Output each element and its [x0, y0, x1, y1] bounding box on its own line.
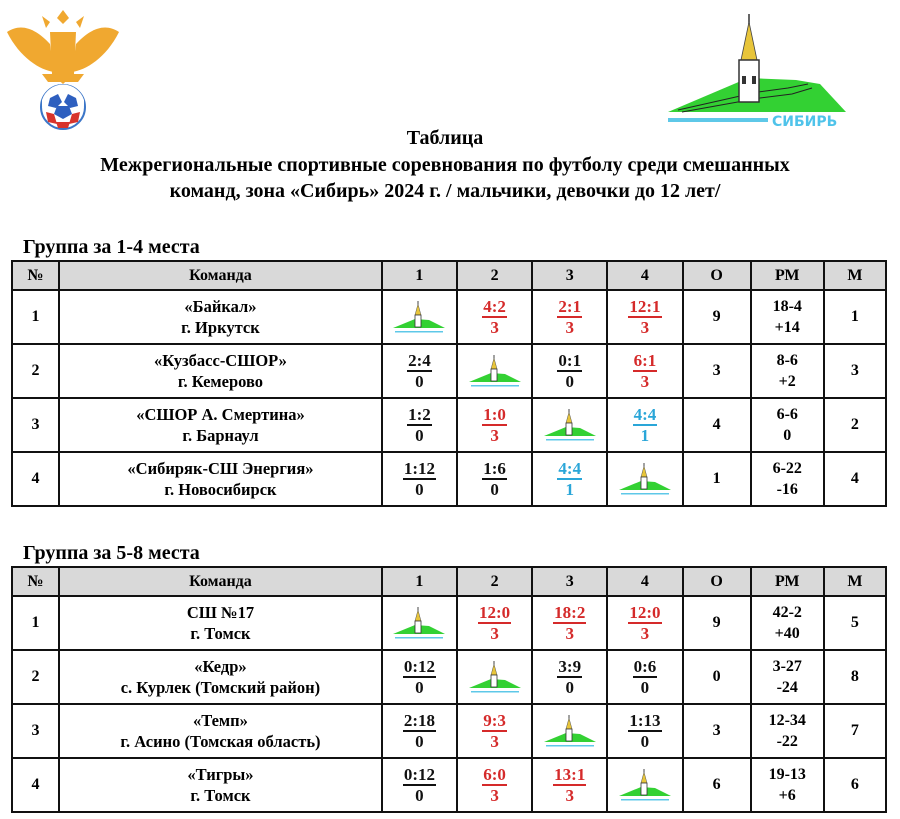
match-result-cell [382, 452, 457, 506]
match-result-cell [532, 452, 607, 506]
team-city: с. Курлек (Томский район) [120, 678, 321, 697]
table-row [12, 596, 886, 650]
match-result-cell [457, 290, 532, 344]
self-match-cell [607, 452, 682, 506]
goal-difference: +2 [778, 373, 796, 390]
total-points: 3 [683, 704, 751, 758]
match-points: 0 [415, 731, 424, 751]
match-result-cell [457, 758, 532, 812]
final-place: 5 [824, 596, 886, 650]
total-points: 9 [683, 596, 751, 650]
goal-difference: 0 [783, 427, 792, 444]
standings-table-group-5-8 [11, 566, 887, 813]
match-goals: 1:13 [629, 710, 661, 730]
self-match-logo-icon [391, 605, 447, 641]
match-goals: 12:1 [629, 296, 661, 316]
team-cell [59, 290, 382, 344]
col-header-team: Команда [59, 567, 382, 596]
col-header-3: 3 [532, 567, 607, 596]
goal-difference: +14 [774, 319, 800, 336]
team-name: «Кедр» [194, 657, 247, 676]
match-result-cell [457, 596, 532, 650]
self-match-cell [532, 398, 607, 452]
col-header-place: М [824, 567, 886, 596]
match-result-cell [607, 704, 682, 758]
final-place: 7 [824, 704, 886, 758]
team-name: «Кузбасс-СШОР» [153, 351, 287, 370]
document-title: Таблица [406, 127, 484, 149]
match-goals: 3:9 [558, 656, 582, 676]
match-score [403, 657, 436, 697]
match-points: 1 [640, 425, 650, 445]
table-row [12, 452, 886, 506]
row-number: 3 [12, 704, 59, 758]
goal-difference: -24 [776, 679, 798, 696]
self-match-cell [532, 704, 607, 758]
col-header-team: Команда [59, 261, 382, 290]
match-points: 3 [490, 425, 499, 445]
match-score [478, 603, 511, 643]
self-match-logo-icon [617, 767, 673, 803]
goals-scored-conceded: 19-13 [768, 766, 806, 783]
col-header-4: 4 [607, 261, 682, 290]
match-goals: 1:12 [403, 458, 435, 478]
group-title-5-8: Группа за 5-8 места [23, 542, 200, 564]
final-place: 6 [824, 758, 886, 812]
row-number: 1 [12, 290, 59, 344]
match-points: 0 [640, 677, 650, 697]
col-header-2: 2 [457, 261, 532, 290]
team-cell [59, 758, 382, 812]
goals-summary-cell [751, 650, 824, 704]
row-number: 3 [12, 398, 59, 452]
team-cell [59, 344, 382, 398]
document-subtitle-line2: команд, зона «Сибирь» 2024 г. / мальчики, девочки до 12 лет/ [169, 180, 721, 202]
team-name: «Тигры» [187, 765, 254, 784]
match-goals: 6:1 [633, 350, 657, 370]
self-match-cell [457, 344, 532, 398]
goals-scored-conceded: 12-34 [768, 712, 806, 729]
match-points: 0 [415, 425, 424, 445]
self-match-cell [457, 650, 532, 704]
match-points: 0 [490, 479, 499, 499]
match-result-cell [457, 704, 532, 758]
table-row [12, 758, 886, 812]
col-header-no: № [12, 261, 59, 290]
total-points: 4 [683, 398, 751, 452]
goal-difference: +6 [778, 787, 796, 804]
match-score [553, 765, 586, 805]
match-goals: 12:0 [629, 602, 661, 622]
match-score [403, 459, 436, 499]
goals-scored-conceded: 18-4 [772, 298, 802, 315]
self-match-logo-icon [542, 713, 598, 749]
group-title-1-4: Группа за 1-4 места [23, 236, 200, 258]
table-row [12, 704, 886, 758]
match-score [403, 765, 436, 805]
match-goals: 18:2 [554, 602, 586, 622]
goals-scored-conceded: 6-22 [772, 460, 802, 477]
goal-difference: -16 [776, 481, 798, 498]
goal-difference: +40 [774, 625, 800, 642]
match-goals: 13:1 [554, 764, 586, 784]
match-goals: 0:6 [633, 656, 657, 676]
match-result-cell [382, 704, 457, 758]
match-points: 3 [640, 371, 650, 391]
match-result-cell [382, 344, 457, 398]
row-number: 2 [12, 344, 59, 398]
col-header-points: О [683, 261, 751, 290]
match-points: 1 [565, 479, 574, 499]
match-score [407, 351, 432, 391]
match-score [628, 297, 661, 337]
match-result-cell [382, 650, 457, 704]
row-number: 2 [12, 650, 59, 704]
match-points: 0 [415, 479, 424, 499]
self-match-logo-icon [467, 659, 523, 695]
team-city: г. Иркутск [181, 318, 260, 337]
match-score [482, 405, 507, 445]
final-place: 3 [824, 344, 886, 398]
team-cell [59, 704, 382, 758]
team-name: «СШОР А. Смертина» [136, 405, 305, 424]
match-score [628, 603, 661, 643]
self-match-cell [382, 596, 457, 650]
team-city: г. Томск [190, 624, 251, 643]
match-result-cell [457, 398, 532, 452]
match-score [557, 459, 582, 499]
match-points: 3 [640, 317, 650, 337]
match-score [482, 297, 507, 337]
match-goals: 1:0 [483, 404, 506, 424]
match-result-cell [532, 290, 607, 344]
table-header-row [12, 261, 886, 290]
col-header-goals: РМ [751, 567, 824, 596]
col-header-goals: РМ [751, 261, 824, 290]
match-goals: 1:6 [483, 458, 506, 478]
match-score [633, 657, 658, 697]
match-goals: 0:12 [403, 656, 435, 676]
goals-summary-cell [751, 398, 824, 452]
team-cell [59, 596, 382, 650]
team-name: «Темп» [192, 711, 248, 730]
goals-summary-cell [751, 596, 824, 650]
col-header-2: 2 [457, 567, 532, 596]
col-header-1: 1 [382, 261, 457, 290]
col-header-3: 3 [532, 261, 607, 290]
team-city: г. Асино (Томская область) [120, 732, 321, 751]
match-points: 3 [640, 623, 650, 643]
self-match-cell [607, 758, 682, 812]
row-number: 4 [12, 758, 59, 812]
col-header-points: О [683, 567, 751, 596]
match-points: 0 [415, 371, 424, 391]
match-score [633, 351, 658, 391]
match-result-cell [532, 596, 607, 650]
self-match-logo-icon [391, 299, 447, 335]
col-header-1: 1 [382, 567, 457, 596]
match-goals: 2:1 [558, 296, 582, 316]
final-place: 4 [824, 452, 886, 506]
team-name: «Сибиряк-СШ Энергия» [127, 459, 314, 478]
final-place: 8 [824, 650, 886, 704]
match-result-cell [607, 344, 682, 398]
standings-table-group-1-4 [11, 260, 887, 507]
match-goals: 4:2 [483, 296, 506, 316]
match-score [557, 657, 582, 697]
match-goals: 2:4 [408, 350, 431, 370]
table-row [12, 344, 886, 398]
match-result-cell [607, 596, 682, 650]
total-points: 9 [683, 290, 751, 344]
self-match-logo-icon [467, 353, 523, 389]
document-subtitle-line1: Межрегиональные спортивные соревнования по футболу среди смешанных [100, 154, 790, 176]
match-result-cell [607, 650, 682, 704]
match-score [482, 711, 507, 751]
match-goals: 0:12 [403, 764, 435, 784]
team-cell [59, 650, 382, 704]
siberia-association-logo-icon [668, 8, 850, 134]
match-score [557, 351, 582, 391]
team-city: г. Томск [190, 786, 251, 805]
match-score [557, 297, 582, 337]
match-goals: 2:18 [403, 710, 435, 730]
final-place: 1 [824, 290, 886, 344]
table-header-row [12, 567, 886, 596]
goals-scored-conceded: 6-6 [776, 406, 798, 423]
match-points: 0 [565, 677, 574, 697]
match-goals: 4:4 [633, 404, 657, 424]
table-row [12, 398, 886, 452]
match-result-cell [382, 398, 457, 452]
match-points: 3 [490, 785, 499, 805]
total-points: 6 [683, 758, 751, 812]
team-city: г. Кемерово [177, 372, 264, 391]
goals-scored-conceded: 3-27 [772, 658, 802, 675]
football-union-logo-icon [2, 2, 124, 132]
match-goals: 12:0 [479, 602, 511, 622]
self-match-logo-icon [617, 461, 673, 497]
match-result-cell [607, 290, 682, 344]
row-number: 1 [12, 596, 59, 650]
match-goals: 0:1 [558, 350, 582, 370]
team-name: СШ №17 [186, 603, 255, 622]
match-points: 3 [565, 785, 574, 805]
col-header-4: 4 [607, 567, 682, 596]
total-points: 1 [683, 452, 751, 506]
match-result-cell [532, 758, 607, 812]
goals-summary-cell [751, 290, 824, 344]
goals-scored-conceded: 8-6 [776, 352, 798, 369]
match-points: 3 [565, 317, 574, 337]
match-result-cell [382, 758, 457, 812]
match-points: 3 [490, 317, 499, 337]
goals-summary-cell [751, 704, 824, 758]
match-result-cell [532, 650, 607, 704]
match-points: 0 [640, 731, 650, 751]
row-number: 4 [12, 452, 59, 506]
match-result-cell [457, 452, 532, 506]
total-points: 0 [683, 650, 751, 704]
svg-text:СИБИРЬ: СИБИРЬ [772, 114, 838, 130]
match-points: 3 [490, 623, 499, 643]
match-points: 0 [415, 785, 424, 805]
match-score [482, 459, 507, 499]
match-score [407, 405, 432, 445]
col-header-no: № [12, 567, 59, 596]
match-points: 0 [565, 371, 574, 391]
team-cell [59, 452, 382, 506]
goals-scored-conceded: 42-2 [772, 604, 802, 621]
match-points: 3 [490, 731, 499, 751]
match-goals: 6:0 [483, 764, 506, 784]
match-score [633, 405, 658, 445]
self-match-logo-icon [542, 407, 598, 443]
team-cell [59, 398, 382, 452]
team-city: г. Новосибирск [164, 480, 277, 499]
match-points: 3 [565, 623, 574, 643]
match-points: 0 [415, 677, 424, 697]
self-match-cell [382, 290, 457, 344]
col-header-place: М [824, 261, 886, 290]
match-score [553, 603, 586, 643]
total-points: 3 [683, 344, 751, 398]
match-score [403, 711, 436, 751]
goals-summary-cell [751, 758, 824, 812]
goals-summary-cell [751, 344, 824, 398]
match-score [482, 765, 507, 805]
document-title-block [0, 124, 890, 204]
match-result-cell [532, 344, 607, 398]
match-score [628, 711, 661, 751]
table-row [12, 650, 886, 704]
team-city: г. Барнаул [182, 426, 259, 445]
table-row [12, 290, 886, 344]
team-name: «Байкал» [184, 297, 257, 316]
goal-difference: -22 [776, 733, 798, 750]
match-goals: 4:4 [558, 458, 582, 478]
final-place: 2 [824, 398, 886, 452]
match-result-cell [607, 398, 682, 452]
goals-summary-cell [751, 452, 824, 506]
match-goals: 1:2 [408, 404, 431, 424]
match-goals: 9:3 [483, 710, 506, 730]
